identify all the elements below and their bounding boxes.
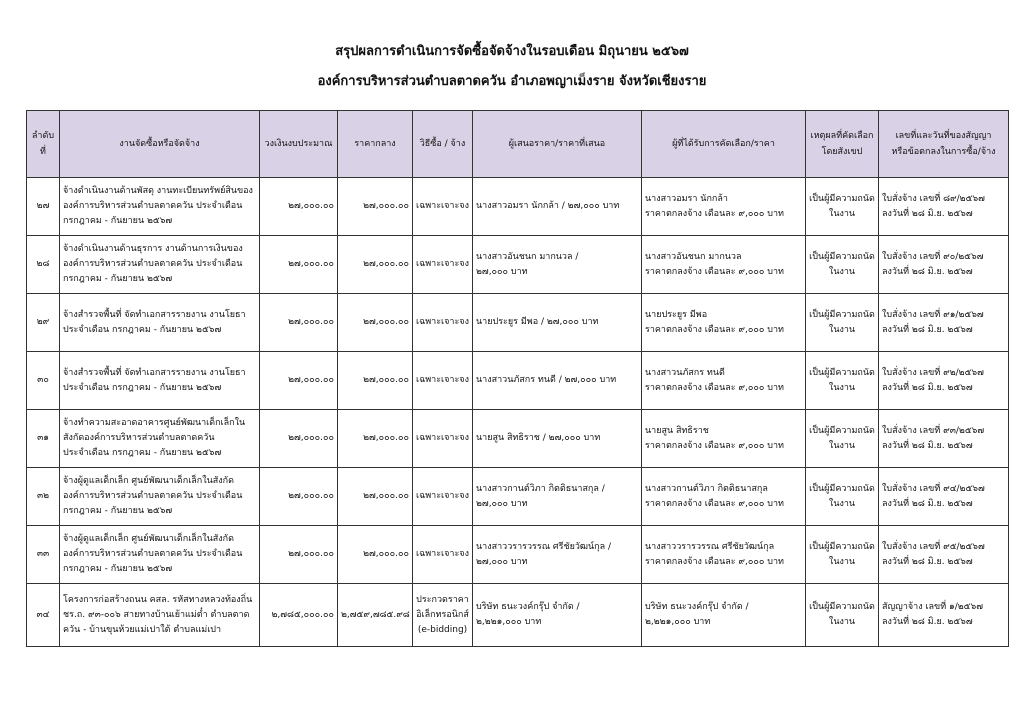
cell-bidder-line: นายสูน สิทธิราช / ๒๗,๐๐๐ บาท [476,433,601,443]
cell-winner-line: ราคาตกลงจ้าง เดือนละ ๙,๐๐๐ บาท [645,556,784,567]
cell-work [60,236,260,294]
cell-winner [642,526,806,584]
cell-method-line: เฉพาะเจาะจง [416,375,469,385]
cell-work-line: องค์การบริหารส่วนตำบลตาดควัน ประจำเดือน [63,491,243,501]
cell-work [60,352,260,410]
header-no: ลำดับที่ [27,111,60,178]
cell-method [413,410,473,468]
cell-bidder-line: นางสาวนภัสกร ทนดี / ๒๗,๐๐๐ บาท [476,375,617,385]
cell-reason-line: ในงาน [828,498,856,509]
cell-reason-line: เป็นผู้มีความถนัด [809,483,875,494]
table-row [27,352,1009,410]
cell-work-line: ประจำเดือน กรกฎาคม - กันยายน ๒๕๖๗ [63,382,222,393]
cell-contract-line: ใบสั่งจ้าง เลขที่ ๙๕/๒๕๖๗ [882,541,985,552]
cell-method-line: เฉพาะเจาะจง [416,259,469,269]
cell-work-line: องค์การบริหารส่วนตำบลตาดควัน ประจำเดือน [63,259,243,269]
cell-work-line: จ้างสำรวจพื้นที่ จัดทำเอกสารรายงาน งานโยธา [63,367,246,378]
cell-winner [642,352,806,410]
cell-work-line: ประจำเดือน กรกฎาคม - กันยายน ๒๕๖๗ [63,448,222,458]
header-median-price: ราคากลาง [338,111,413,178]
cell-bidder [473,352,642,410]
cell-work-line: องค์การบริหารส่วนตำบลตาดควัน ประจำเดือน [63,201,243,211]
cell-contract-line: ใบสั่งจ้าง เลขที่ ๙๐/๒๕๖๗ [882,251,984,262]
header-reason [806,111,879,178]
cell-work [60,526,260,584]
cell-contract-line: ใบสั่งจ้าง เลขที่ ๙๔/๒๕๖๗ [882,483,985,494]
header-contract [879,111,1009,178]
cell-reason-line: เป็นผู้มีความถนัด [809,602,875,612]
cell-bidder [473,584,642,647]
cell-bidder-line: นางสาวอันชนก มากนวล / [476,251,579,262]
cell-contract-line: ลงวันที่ ๒๘ มิ.ย. ๒๕๖๗ [882,556,973,567]
cell-winner-line: บริษัท ธนะวงค์กรุ๊ป จำกัด / [645,602,749,612]
cell-work-line: ควัน - บ้านขุนห้วยแม่เปาใต้ ตำบลแม่เปา [63,624,222,635]
cell-contract [879,294,1009,352]
cell-method-line: อิเล็กทรอนิกส์ [416,609,469,620]
cell-reason [806,178,879,236]
header-winner: ผู้ที่ได้รับการคัดเลือก/ราคา [642,111,806,178]
cell-contract [879,236,1009,294]
cell-winner-line: ราคาตกลงจ้าง เดือนละ ๙,๐๐๐ บาท [645,498,784,509]
cell-reason-line: เป็นผู้มีความถนัด [809,251,875,262]
cell-winner [642,410,806,468]
cell-winner-line: ๒,๒๒๑,๐๐๐ บาท [645,617,711,627]
cell-winner-line: ราคาตกลงจ้าง เดือนละ ๙,๐๐๐ บาท [645,440,784,451]
cell-reason [806,410,879,468]
cell-reason [806,584,879,647]
cell-reason-line: เป็นผู้มีความถนัด [809,193,875,204]
cell-winner-line: นางสาวอันชนก มากนวล [645,251,742,262]
cell-median-price: ๒๗,๐๐๐.๐๐ [338,236,413,294]
cell-winner-line: ราคาตกลงจ้าง เดือนละ ๙,๐๐๐ บาท [645,324,784,335]
cell-bidder-line: นางสาวกานต์วิภา กิตติธนาสกุล / [476,483,605,494]
cell-reason [806,236,879,294]
cell-contract [879,584,1009,647]
cell-reason [806,352,879,410]
cell-contract [879,352,1009,410]
cell-median-price: ๒๗,๐๐๐.๐๐ [338,178,413,236]
cell-work-line: จ้างทำความสะอาดอาคารศูนย์พัฒนาเด็กเล็กใน [63,418,246,428]
cell-reason-line: เป็นผู้มีความถนัด [809,309,875,320]
cell-winner-line: นายสูน สิทธิราช [645,425,709,436]
cell-method-line: เฉพาะเจาะจง [416,549,469,559]
cell-contract-line: สัญญาจ้าง เลขที่ ๑/๒๕๖๗ [882,602,983,612]
cell-winner [642,468,806,526]
table-row [27,410,1009,468]
cell-no: ๓๐ [27,352,60,410]
cell-no: ๒๘ [27,236,60,294]
cell-reason-line: ในงาน [828,266,856,277]
cell-median-price: ๒๗,๐๐๐.๐๐ [338,468,413,526]
table-row [27,294,1009,352]
cell-contract [879,410,1009,468]
cell-method-line: เฉพาะเจาะจง [416,201,469,211]
procurement-table [26,110,1009,647]
cell-budget: ๒๗,๐๐๐.๐๐ [260,236,338,294]
cell-work-line: ประจำเดือน กรกฎาคม - กันยายน ๒๕๖๗ [63,324,222,335]
cell-bidder-line: ๒๗,๐๐๐ บาท [476,266,528,277]
cell-bidder [473,468,642,526]
cell-bidder-line: นางสาววรารวรรณ ศรีชัยวัฒน์กุล / [476,541,612,552]
cell-work [60,178,260,236]
cell-work-line: จ้างผู้ดูแลเด็กเล็ก ศูนย์พัฒนาเด็กเล็กในสังกัด [63,534,234,544]
header-budget: วงเงินงบประมาณ [260,111,338,178]
cell-budget: ๒๗,๐๐๐.๐๐ [260,410,338,468]
cell-reason-line: ในงาน [828,324,856,335]
cell-no: ๓๔ [27,584,60,647]
cell-contract [879,468,1009,526]
cell-work-line: จ้างผู้ดูแลเด็กเล็ก ศูนย์พัฒนาเด็กเล็กในสังกัด [63,476,234,486]
cell-winner-line: นางสาวกานต์วิภา กิตติธนาสกุล [645,483,768,494]
cell-bidder [473,294,642,352]
cell-reason-line: ในงาน [828,382,856,393]
cell-method [413,236,473,294]
cell-no: ๓๑ [27,410,60,468]
cell-bidder-line: บริษัท ธนะวงค์กรุ๊ป จำกัด / [476,602,580,612]
cell-bidder-line: ๒,๒๒๑,๐๐๐ บาท [476,617,542,627]
cell-contract-line: ใบสั่งจ้าง เลขที่ ๙๑/๒๕๖๗ [882,309,984,320]
cell-work [60,584,260,647]
cell-bidder-line: นายประยูร มีพอ / ๒๗,๐๐๐ บาท [476,317,599,327]
header-contract-line: เลขที่และวันที่ของสัญญา [895,131,992,141]
cell-no: ๒๙ [27,294,60,352]
cell-reason-line: เป็นผู้มีความถนัด [809,425,875,436]
cell-contract-line: ลงวันที่ ๒๘ มิ.ย. ๒๕๖๗ [882,617,973,627]
cell-reason-line: เป็นผู้มีความถนัด [809,367,875,378]
cell-reason-line: เป็นผู้มีความถนัด [809,541,875,552]
cell-winner [642,584,806,647]
cell-work-line: จ้างสำรวจพื้นที่ จัดทำเอกสารรายงาน งานโยธา [63,309,246,320]
cell-work-line: กรกฎาคม - กันยายน ๒๕๖๗ [63,274,173,284]
cell-work-line: สังกัดองค์การบริหารส่วนตำบลตาดควัน [63,433,215,443]
cell-bidder-line: ๒๗,๐๐๐ บาท [476,556,528,567]
header-reason-line: โดยสังเขป [821,147,863,157]
cell-bidder [473,526,642,584]
cell-reason-line: ในงาน [828,617,856,627]
cell-winner-line: นางสาวอมรา นักกล้า [645,193,728,204]
cell-method [413,294,473,352]
cell-contract [879,178,1009,236]
cell-reason [806,526,879,584]
cell-contract [879,526,1009,584]
cell-method-line: เฉพาะเจาะจง [416,317,469,327]
cell-contract-line: ใบสั่งจ้าง เลขที่ ๙๒/๒๕๖๗ [882,367,984,378]
cell-method [413,352,473,410]
cell-work-line: กรกฎาคม - กันยายน ๒๕๖๗ [63,216,173,226]
cell-bidder-line: ๒๗,๐๐๐ บาท [476,498,528,509]
cell-work-line: จ้างดำเนินงานด้านธุรการ งานด้านการเงินของ [63,244,243,254]
cell-median-price: ๒,๗๕๙,๗๘๕.๙๘ [338,584,413,647]
cell-budget: ๒๗,๐๐๐.๐๐ [260,352,338,410]
cell-work-line: กรกฎาคม - กันยายน ๒๕๖๗ [63,506,173,516]
cell-no: ๓๓ [27,526,60,584]
cell-contract-line: ลงวันที่ ๒๘ มิ.ย. ๒๕๖๗ [882,266,973,277]
cell-method [413,178,473,236]
cell-reason-line: ในงาน [828,208,856,219]
cell-reason-line: ในงาน [828,440,856,451]
cell-winner [642,236,806,294]
cell-work-line: จ้างดำเนินงานด้านพัสดุ งานทะเบียนทรัพย์สินของ [63,186,253,196]
cell-reason [806,294,879,352]
cell-work-line: กรกฎาคม - กันยายน ๒๕๖๗ [63,564,173,574]
cell-method-line: เฉพาะเจาะจง [416,433,469,443]
cell-bidder [473,236,642,294]
cell-winner-line: ราคาตกลงจ้าง เดือนละ ๙,๐๐๐ บาท [645,382,784,393]
cell-winner-line: ราคาตกลงจ้าง เดือนละ ๙,๐๐๐ บาท [645,208,784,219]
cell-winner-line: ราคาตกลงจ้าง เดือนละ ๙,๐๐๐ บาท [645,266,784,277]
cell-method-line: เฉพาะเจาะจง [416,491,469,501]
cell-work-line: องค์การบริหารส่วนตำบลตาดควัน ประจำเดือน [63,549,243,559]
table-body [27,178,1009,647]
cell-median-price: ๒๗,๐๐๐.๐๐ [338,410,413,468]
cell-no: ๒๗ [27,178,60,236]
table-row [27,178,1009,236]
cell-reason-line: ในงาน [828,556,856,567]
cell-median-price: ๒๗,๐๐๐.๐๐ [338,352,413,410]
cell-bidder [473,178,642,236]
cell-contract-line: ลงวันที่ ๒๘ มิ.ย. ๒๕๖๗ [882,382,973,393]
cell-contract-line: ใบสั่งจ้าง เลขที่ ๙๓/๒๕๖๗ [882,425,985,436]
cell-winner [642,294,806,352]
cell-winner-line: นางสาวนภัสกร ทนดี [645,367,725,378]
cell-work [60,410,260,468]
cell-winner [642,178,806,236]
table-header-row [27,111,1009,178]
document-title: สรุปผลการดำเนินการจัดซื้อจัดจ้างในรอบเดือน มิถุนายน ๒๕๖๗ [335,44,689,59]
cell-work-line: โครงการก่อสร้างถนน คสล. รหัสทางหลวงท้องถิ่น [63,594,253,605]
cell-budget: ๒๗,๐๐๐.๐๐ [260,178,338,236]
cell-no: ๓๒ [27,468,60,526]
cell-work [60,468,260,526]
cell-contract-line: ลงวันที่ ๒๘ มิ.ย. ๒๕๖๗ [882,208,973,219]
cell-winner-line: นางสาววรารวรรณ ศรีชัยวัฒน์กุล [645,541,775,552]
cell-method-line: (e-bidding) [417,624,468,635]
cell-contract-line: ลงวันที่ ๒๘ มิ.ย. ๒๕๖๗ [882,440,973,451]
cell-budget: ๒๗,๐๐๐.๐๐ [260,294,338,352]
cell-budget: ๒,๗๘๕,๐๐๐.๐๐ [260,584,338,647]
cell-contract-line: ลงวันที่ ๒๘ มิ.ย. ๒๕๖๗ [882,498,973,509]
cell-contract-line: ลงวันที่ ๒๘ มิ.ย. ๒๕๖๗ [882,324,973,335]
header-method: วิธีซื้อ / จ้าง [413,111,473,178]
cell-work [60,294,260,352]
cell-bidder [473,410,642,468]
cell-winner-line: นายประยูร มีพอ [645,309,708,320]
table-row [27,584,1009,647]
header-work: งานจัดซื้อหรือจัดจ้าง [60,111,260,178]
table-row [27,468,1009,526]
cell-bidder-line: นางสาวอมรา นักกล้า / ๒๗,๐๐๐ บาท [476,201,620,211]
cell-method [413,584,473,647]
cell-budget: ๒๗,๐๐๐.๐๐ [260,468,338,526]
cell-contract-line: ใบสั่งจ้าง เลขที่ ๘๙/๒๕๖๗ [882,193,985,204]
document-subtitle: องค์การบริหารส่วนตำบลตาดควัน อำเภอพญาเม็งราย จังหวัดเชียงราย [317,74,707,89]
cell-budget: ๒๗,๐๐๐.๐๐ [260,526,338,584]
table-row [27,236,1009,294]
header-reason-line: เหตุผลที่คัดเลือก [810,131,874,141]
table-row [27,526,1009,584]
cell-work-line: ชร.ถ. ๙๓-๐๐๖ สายทางบ้านเย้าแม่ต๋ำ ตำบลตาด [63,609,250,620]
cell-method [413,468,473,526]
cell-reason [806,468,879,526]
header-contract-line: หรือข้อตกลงในการซื้อ/จ้าง [891,147,996,157]
cell-median-price: ๒๗,๐๐๐.๐๐ [338,294,413,352]
header-bidder: ผู้เสนอราคา/ราคาที่เสนอ [473,111,642,178]
cell-method [413,526,473,584]
cell-median-price: ๒๗,๐๐๐.๐๐ [338,526,413,584]
cell-method-line: ประกวดราคา [416,594,469,605]
